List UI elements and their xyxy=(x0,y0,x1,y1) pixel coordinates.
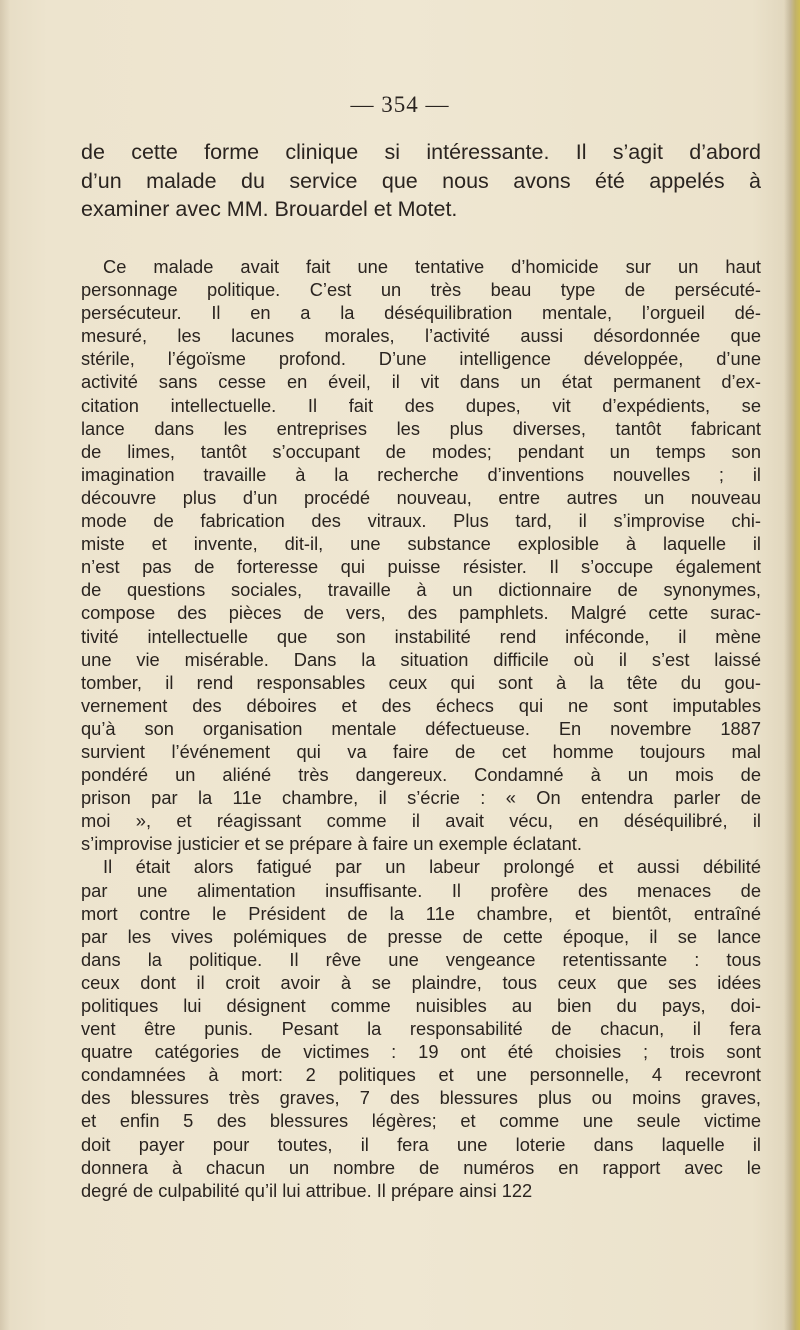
text-line: par une alimentation insuffisante. Il profère des menaces de xyxy=(81,879,761,901)
text-line: mode de fabrication des vitraux. Plus tard, il s’improvise chi- xyxy=(81,510,761,532)
text-line: citation intellectuelle. Il fait des dupes, vit d’expédients, se xyxy=(81,394,761,416)
case-description xyxy=(81,255,761,1202)
text-line: de questions sociales, travaille à un dictionnaire de synonymes, xyxy=(81,579,761,601)
text-line: par les vives polémiques de presse de cette époque, il se lance xyxy=(81,925,761,947)
text-line: degré de culpabilité qu’il lui attribue. Il prépare ainsi 122 xyxy=(81,1179,533,1201)
text-line: activité sans cesse en éveil, il vit dans un état permanent d’ex- xyxy=(81,371,761,393)
text-line: vernement des déboires et des échecs qui ne sont imputables xyxy=(81,694,761,716)
page-right-binding-edge xyxy=(784,0,800,1330)
text-line: d’un malade du service que nous avons été appelés à xyxy=(81,168,761,193)
text-line: miste et invente, dit-il, une substance explosible à laquelle il xyxy=(81,533,761,555)
text-line: donnera à chacun un nombre de numéros en rapport avec le xyxy=(81,1156,761,1178)
text-line: condamnées à mort: 2 politiques et une personnelle, 4 recevront xyxy=(81,1064,761,1086)
text-line: ceux dont il croit avoir à se plaindre, tous ceux que ses idées xyxy=(81,971,761,993)
text-line: Ce malade avait fait une tentative d’homicide sur un haut xyxy=(103,256,761,277)
text-line: lance dans les entreprises les plus diverses, tantôt fabricant xyxy=(81,417,761,439)
text-line: imagination travaille à la recherche d’inventions nouvelles ; il xyxy=(81,463,761,485)
text-line: n’est pas de forteresse qui puisse résister. Il s’occupe également xyxy=(81,556,761,578)
text-line: de limes, tantôt s’occupant de modes; pendant un temps son xyxy=(81,440,761,462)
text-line: stérile, l’égoïsme profond. D’une intelligence développée, d’une xyxy=(81,348,761,370)
text-line: tivité intellectuelle que son instabilité rend inféconde, il mène xyxy=(81,625,761,647)
text-line: mesuré, les lacunes morales, l’activité aussi désordonnée que xyxy=(81,325,761,347)
text-line: personnage politique. C’est un très beau type de persécuté- xyxy=(81,279,761,301)
text-line: politiques lui désignent comme nuisibles au bien du pays, doi- xyxy=(81,995,761,1016)
text-line: qu’à son organisation mentale défectueuse. En novembre 1887 xyxy=(81,717,761,739)
text-line: examiner avec MM. Brouardel et Motet. xyxy=(81,197,458,221)
text-line: tomber, il rend responsables ceux qui sont à la tête du gou- xyxy=(81,671,761,693)
page-number: — 354 — xyxy=(350,92,450,117)
text-line: s’improvise justicier et se prépare à faire un exemple éclatant. xyxy=(81,833,582,855)
text-line: quatre catégories de victimes : 19 ont été choisies ; trois sont xyxy=(81,1041,761,1063)
intro-paragraph xyxy=(81,138,761,224)
text-line: dans la politique. Il rêve une vengeance retentissante : tous xyxy=(81,948,761,970)
paragraph-1 xyxy=(81,255,761,855)
text-line: pondéré un aliéné très dangereux. Condamné à un mois de xyxy=(81,764,761,786)
text-line: vent être punis. Pesant la responsabilité de chacun, il fera xyxy=(81,1018,761,1040)
text-line: survient l’événement qui va faire de cet homme toujours mal xyxy=(81,740,761,762)
text-line: Il était alors fatigué par un labeur prolongé et aussi débilité xyxy=(103,856,761,878)
text-line: découvre plus d’un procédé nouveau, entre autres un nouveau xyxy=(81,486,761,508)
paragraph-2 xyxy=(81,855,761,1201)
text-line: doit payer pour toutes, il fera une loterie dans laquelle il xyxy=(81,1133,761,1155)
text-line: persécuteur. Il en a la déséquilibration mentale, l’orgueil dé- xyxy=(81,302,761,324)
text-line: prison par la 11e chambre, il s’écrie : « On entendra parler de xyxy=(81,787,761,809)
text-line: des blessures très graves, 7 des blessures plus ou moins graves, xyxy=(81,1087,761,1109)
text-line: compose des pièces de vers, des pamphlets. Malgré cette surac- xyxy=(81,602,761,624)
page-left-shadow xyxy=(0,0,10,1330)
text-line: mort contre le Président de la 11e chambre, et bientôt, entraîné xyxy=(81,902,761,924)
text-line: de cette forme clinique si intéressante. Il s’agit d’abord xyxy=(81,140,761,164)
text-line: une vie misérable. Dans la situation difficile où il s’est laissé xyxy=(81,648,761,670)
text-line: et enfin 5 des blessures légères; et comme une seule victime xyxy=(81,1110,761,1132)
text-line: moi », et réagissant comme il avait vécu, en déséquilibré, il xyxy=(81,810,761,832)
